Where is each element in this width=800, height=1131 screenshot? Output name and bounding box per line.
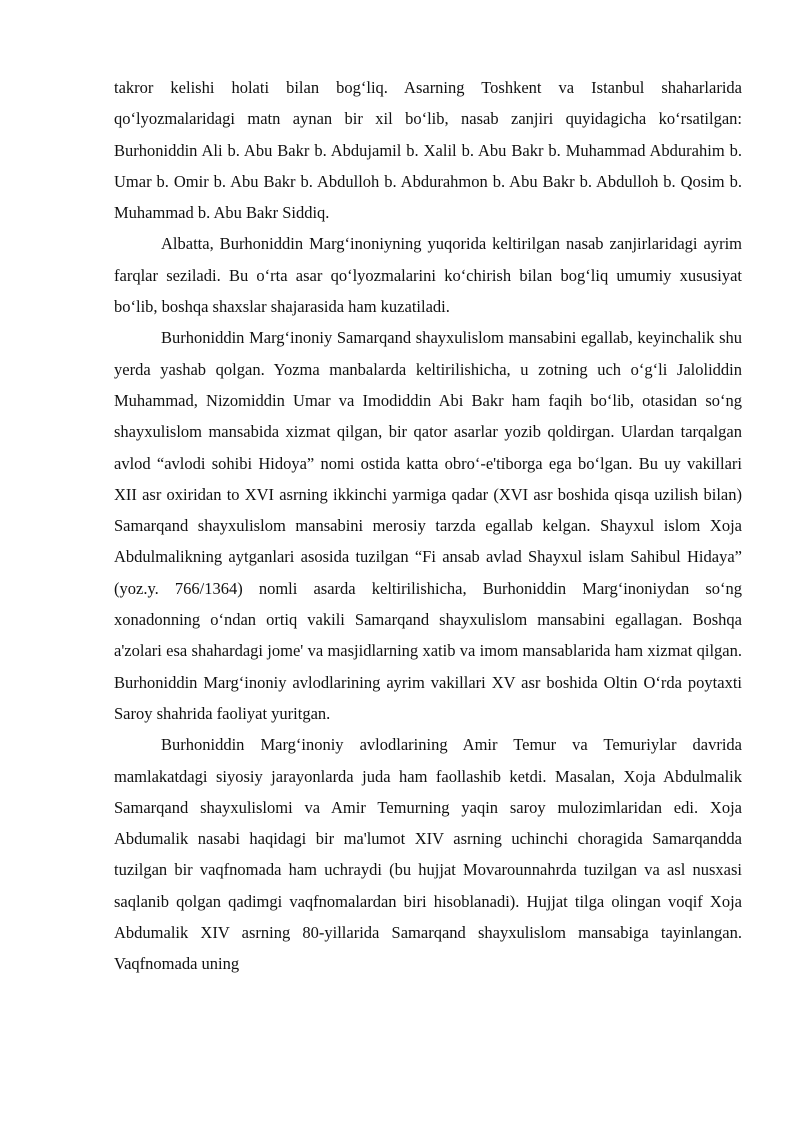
paragraph-samarqand-shayxulislom: Burhoniddin Marg‘inoniy Samarqand shayxulislom mansabini egallab, keyinchalik shu yerda yashab qolgan. Yozma manbalarda keltirilishicha, u zotning uch o‘g‘li Jaloliddin Muhammad, Nizomiddin Umar va Imodiddin Abi Bakr ham faqih bo‘lib, otasidan so‘ng shayxulislom mansabida xizmat qilgan, bir qator asarlar yozib qoldirgan. Ulardan tarqalgan avlod “avlodi sohibi Hidoya” nomi ostida katta obro‘-e'tiborga ega bo‘lgan. Bu uy vakillari XII asr oxiridan to XVI asrning ikkinchi yarmiga qadar (XVI asr boshida qisqa uzilish bilan) Samarqand shayxulislom mansabini merosiy tarzda egallab kelgan. Shayxul islom Xoja Abdulmalikning aytganlari asosida tuzilgan “Fi ansab avlad Shayxul islam Sahibul Hidaya” (yoz.y. 766/1364) nomli asarda keltirilishicha, Burhoniddin Marg‘inoniydan so‘ng xonadonning o‘ndan ortiq vakili Samarqand shayxulislom mansabini egallagan. Boshqa a'zolari esa shahardagi jome' va masjidlarning xatib va imom mansablarida ham xizmat qilgan. Burhoniddin Marg‘inoniy avlodlarining ayrim vakillari XV asr boshida Oltin O‘rda poytaxti Saroy shahrida faoliyat yuritgan. bbox=[114, 328, 742, 723]
document-page bbox=[114, 72, 742, 980]
paragraph-nasab-chain: takror kelishi holati bilan bog‘liq. Asarning Toshkent va Istanbul shaharlarida qo‘lyozmalaridagi matn aynan bir xil bo‘lib, nasab zanjiri quyidagicha ko‘rsatilgan: Burhoniddin Ali b. Abu Bakr b. Abdujamil b. Xalil b. Abu Bakr b. Muhammad Abdurahim b. Umar b. Omir b. Abu Bakr b. Abdulloh b. Abdurahmon b. Abu Bakr b. Abdulloh b. Qosim b. Muhammad b. Abu Bakr Siddiq. bbox=[114, 78, 742, 223]
paragraph-nasab-differences: Albatta, Burhoniddin Marg‘inoniyning yuqorida keltirilgan nasab zanjirlaridagi ayrim farqlar seziladi. Bu o‘rta asar qo‘lyozmalarini ko‘chirish bilan bog‘liq umumiy xususiyat bo‘lib, boshqa shaxslar shajarasida ham kuzatiladi. bbox=[114, 234, 742, 317]
paragraph-temur-period: Burhoniddin Marg‘inoniy avlodlarining Amir Temur va Temuriylar davrida mamlakatdagi siyosiy jarayonlarda juda ham faollashib ketdi. Masalan, Xoja Abdulmalik Samarqand shayxulislomi va Amir Temurning yaqin saroy mulozimlaridan edi. Xoja Abdumalik nasabi haqidagi bir ma'lumot XIV asrning uchinchi choragida Samarqandda tuzilgan bir vaqfnomada ham uchraydi (bu hujjat Movarounnahrda tuzilgan va asl nusxasi saqlanib qolgan qadimgi vaqfnomalardan biri hisoblanadi). Hujjat tilga olingan voqif Xoja Abdumalik XIV asrning 80-yillarida Samarqand shayxulislom mansabiga tayinlangan. Vaqfnomada uning bbox=[114, 735, 742, 974]
